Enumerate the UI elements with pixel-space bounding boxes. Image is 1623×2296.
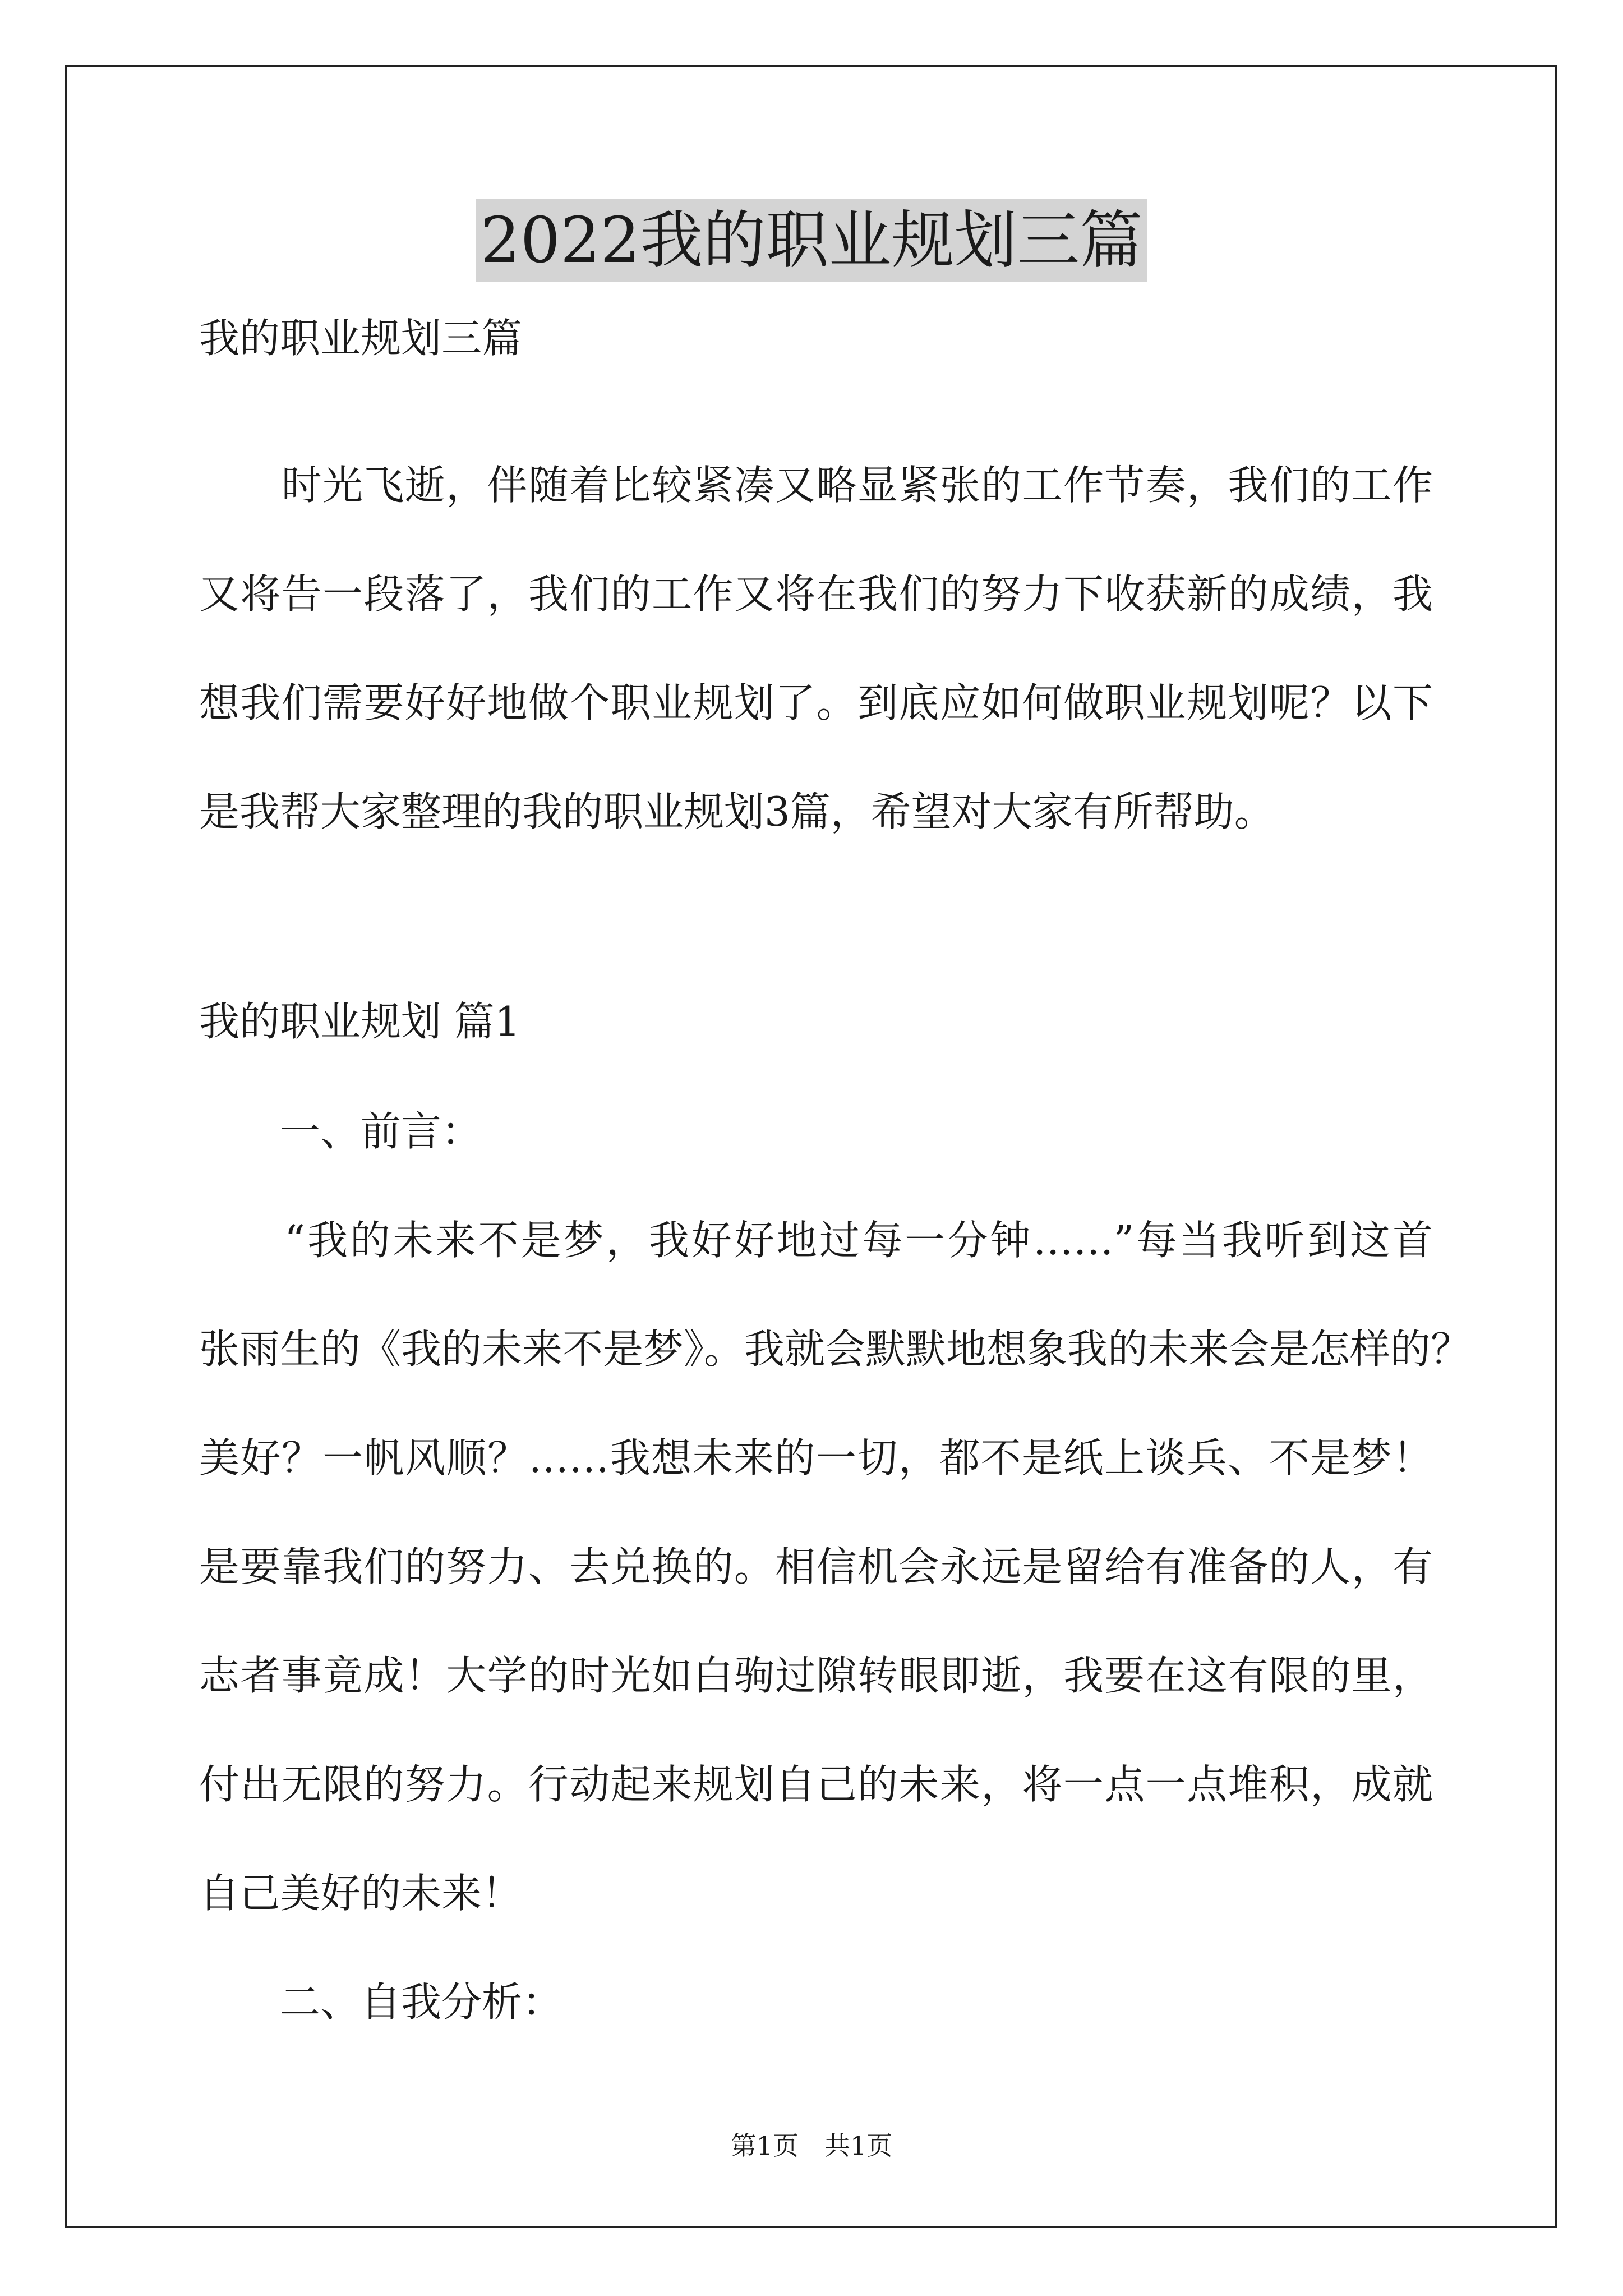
title-wrap <box>0 199 1623 282</box>
preface-line-3: 美好？一帆风顺？……我想未来的一切，都不是纸上谈兵、不是梦！ <box>199 1434 1433 1481</box>
preface-line-6: 付出无限的努力。行动起来规划自己的未来，将一点一点堆积，成就 <box>199 1761 1433 1808</box>
document-subtitle: 我的职业规划三篇 <box>199 315 523 362</box>
preface-heading: 一、前言： <box>199 1108 482 1155</box>
preface-line-7: 自己美好的未来！ <box>199 1870 523 1917</box>
intro-line-1: 时光飞逝，伴随着比较紧凑又略显紧张的工作节奏，我们的工作 <box>199 462 1433 509</box>
intro-line-4: 是我帮大家整理的我的职业规划3篇，希望对大家有所帮助。 <box>199 788 1275 835</box>
preface-line-5: 志者事竟成！大学的时光如白驹过隙转眼即逝，我要在这有限的里， <box>199 1652 1433 1699</box>
preface-line-4: 是要靠我们的努力、去兑换的。相信机会永远是留给有准备的人，有 <box>199 1543 1433 1590</box>
preface-line-2: 张雨生的《我的未来不是梦》。我就会默默地想象我的未来会是怎样的？ <box>199 1326 1472 1373</box>
document-title: 2022我的职业规划三篇 <box>476 199 1147 282</box>
preface-line-1: “我的未来不是梦，我好好地过每一分钟……”每当我听到这首 <box>199 1217 1433 1264</box>
page-number-footer: 第1页 共1页 <box>730 2131 893 2161</box>
self-analysis-heading: 二、自我分析： <box>199 1978 563 2026</box>
intro-line-2: 又将告一段落了，我们的工作又将在我们的努力下收获新的成绩，我 <box>199 570 1433 618</box>
section-heading: 我的职业规划 篇1 <box>199 998 520 1045</box>
intro-line-3: 想我们需要好好地做个职业规划了。到底应如何做职业规划呢？以下 <box>199 679 1433 726</box>
